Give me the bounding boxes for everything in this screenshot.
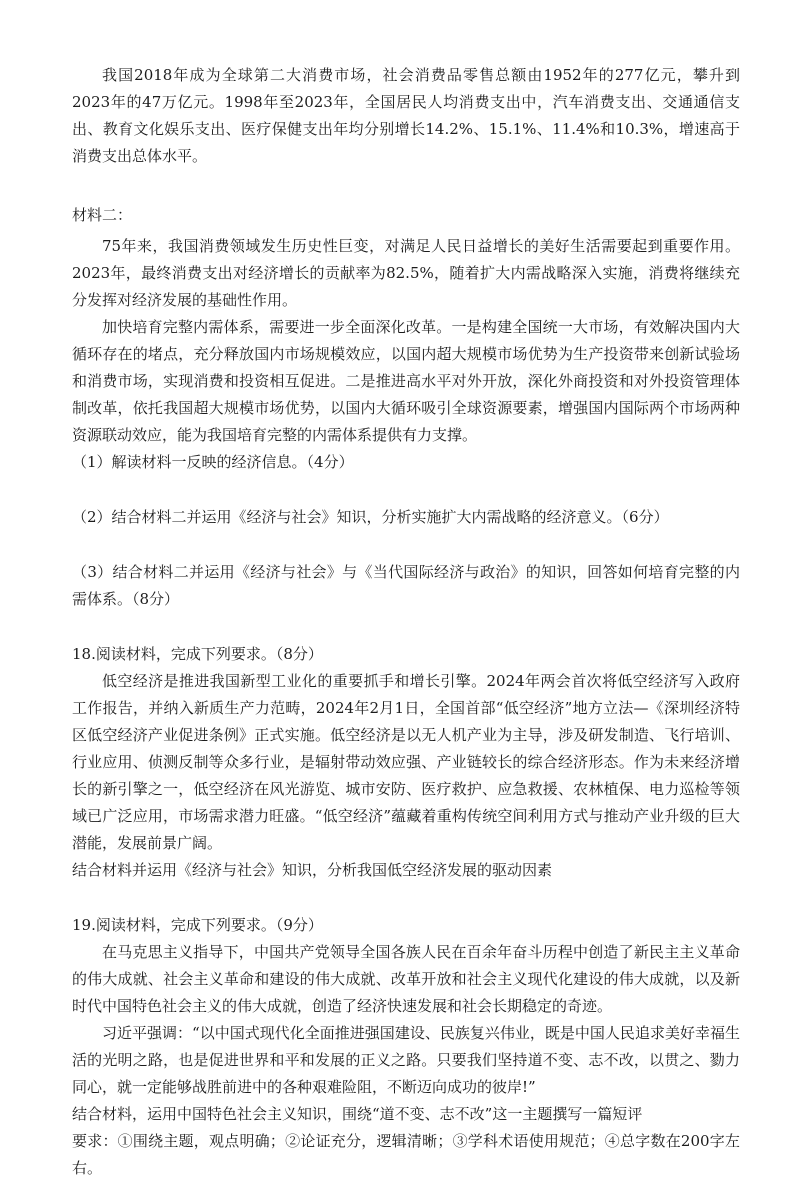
material-2-heading: 材料二： <box>72 206 133 224</box>
question-19-task: 结合材料，运用中国特色社会主义知识，围绕“道不变、志不改”这一主题撰写一篇短评 <box>72 1105 643 1123</box>
material-2-paragraph-2: 加快培育完整内需体系，需要进一步全面深化改革。一是构建全国统一大市场，有效解决国内大循环存在的堵点，充分释放国内市场规模效应，以国内超大规模市场优势为生产投资带来创新试验场和消费市场，实现消费和投资相互促进。二是推进高水平对外开放，深化外商投资和对外投资管理体制改革，依托我国超大规模市场优势，以国内大循环吸引全球资源要素，增强国内国际两个市场两种资源联动效应，能为我国培育完整的内需体系提供有力支撑。 <box>72 318 740 444</box>
question-18-title: 18.阅读材料，完成下列要求。（8分） <box>72 645 323 663</box>
material-2-paragraph-1: 75年来，我国消费领域发生历史性巨变，对满足人民日益增长的美好生活需要起到重要作用。2023年，最终消费支出对经济增长的贡献率为82.5%，随着扩大内需战略深入实施，消费将继续充分发挥对经济发展的基础性作用。 <box>72 237 740 309</box>
question-19-material-1: 在马克思主义指导下，中国共产党领导全国各族人民在百余年奋斗历程中创造了新民主主义革命的伟大成就、社会主义革命和建设的伟大成就、改革开放和社会主义现代化建设的伟大成就，以及新时代中国特色社会主义的伟大成就，创造了经济快速发展和社会长期稳定的奇迹。 <box>72 943 740 1015</box>
question-19-material-2: 习近平强调：“以中国式现代化全面推进强国建设、民族复兴伟业，既是中国人民追求美好幸福生活的光明之路，也是促进世界和平和发展的正义之路。只要我们坚持道不变、志不改，以贯之、勠力同心，就一定能够战胜前进中的各种艰难险阻，不断迈向成功的彼岸!” <box>72 1024 740 1096</box>
question-17-sub-1: （1）解读材料一反映的经济信息。（4分） <box>72 453 354 471</box>
question-18-material: 低空经济是推进我国新型工业化的重要抓手和增长引擎。2024年两会首次将低空经济写入政府工作报告，并纳入新质生产力范畴，2024年2月1日，全国首部“低空经济”地方立法—《深圳经济特区低空经济产业促进条例》正式实施。低空经济是以无人机产业为主导，涉及研发制造、飞行培训、行业应用、侦测反制等众多行业，是辐射带动效应强、产业链较长的综合经济形态。作为未来经济增长的新引擎之一，低空经济在风光游览、城市安防、医疗救护、应急救援、农林植保、电力巡检等领域已广泛应用，市场需求潜力旺盛。“低空经济”蕴藏着重构传统空间利用方式与推动产业升级的巨大潜能，发展前景广阔。 <box>72 672 740 852</box>
material-1-paragraph: 我国2018年成为全球第二大消费市场，社会消费品零售总额由1952年的277亿元，攀升到2023年的47万亿元。1998年至2023年，全国居民人均消费支出中，汽车消费支出、交通通信支出、教育文化娱乐支出、医疗保健支出年均分别增长14.2%、15.1%、11.4%和10.3%，增速高于消费支出总体水平。 <box>72 66 740 165</box>
question-19-requirements: 要求：①围绕主题，观点明确；②论证充分，逻辑清晰；③学科术语使用规范；④总字数在200字左右。 <box>72 1132 740 1177</box>
exam-page <box>72 62 740 1182</box>
question-17-sub-2: （2）结合材料二并运用《经济与社会》知识，分析实施扩大内需战略的经济意义。（6分） <box>72 508 669 526</box>
question-17-sub-3: （3）结合材料二并运用《经济与社会》与《当代国际经济与政治》的知识，回答如何培育完整的内需体系。（8分） <box>72 563 740 608</box>
question-19-title: 19.阅读材料，完成下列要求。（9分） <box>72 916 323 934</box>
question-18-task: 结合材料并运用《经济与社会》知识，分析我国低空经济发展的驱动因素 <box>72 861 553 879</box>
